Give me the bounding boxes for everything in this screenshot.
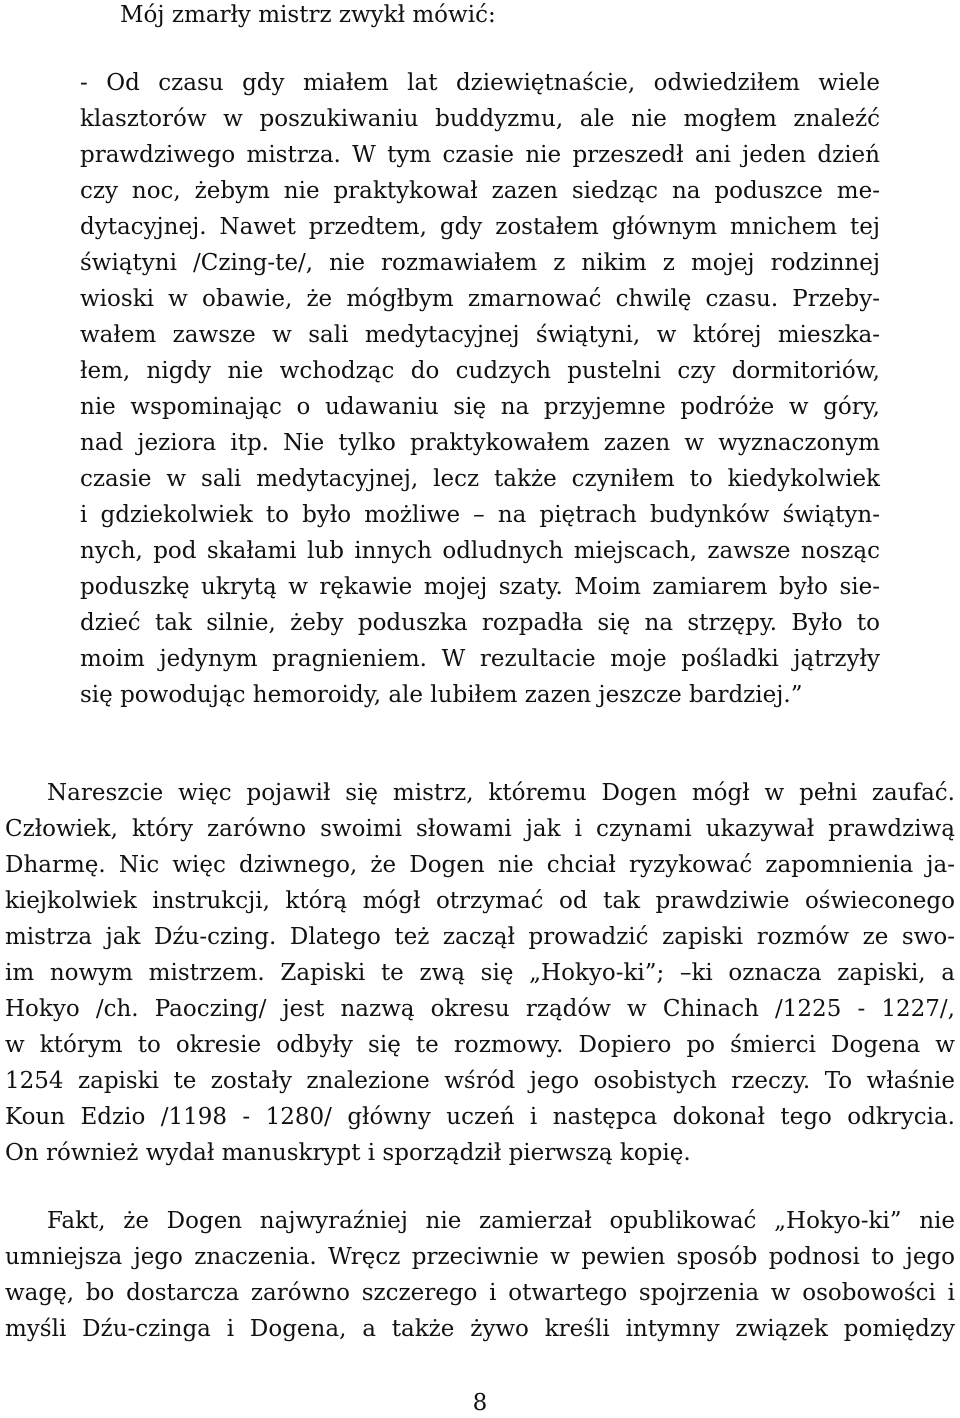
- quote-line: czasie w sali medytacyjnej, lecz także czyniłem to kiedykolwiek: [80, 466, 880, 492]
- quote-line: łem, nigdy nie wchodząc do cudzych pustelni czy dormitoriów,: [80, 358, 880, 384]
- paragraph-line: Dharmę. Nic więc dziwnego, że Dogen nie chciał ryzykować zapomnienia ja-: [5, 852, 955, 878]
- quote-line: nych, pod skałami lub innych odludnych miejscach, zawsze nosząc: [80, 538, 880, 564]
- quote-line: prawdziwego mistrza. W tym czasie nie przeszedł ani jeden dzień: [80, 142, 880, 168]
- paragraph-line: Nareszcie więc pojawił się mistrz, któremu Dogen mógł w pełni zaufać.: [47, 780, 955, 806]
- paragraph-line: wagę, bo dostarcza zarówno szczerego i otwartego spojrzenia w osobowości i: [5, 1280, 955, 1306]
- paragraph-line: im nowym mistrzem. Zapiski te zwą się „Hokyo-ki”; –ki oznacza zapiski, a: [5, 960, 955, 986]
- quote-line: - Od czasu gdy miałem lat dziewiętnaście, odwiedziłem wiele: [80, 70, 880, 96]
- paragraph-line: Fakt, że Dogen najwyraźniej nie zamierzał opublikować „Hokyo-ki” nie: [47, 1208, 955, 1234]
- quote-line: nie wspominając o udawaniu się na przyjemne podróże w góry,: [80, 394, 880, 420]
- paragraph-line: Człowiek, który zarówno swoimi słowami jak i czynami ukazywał prawdziwą: [5, 816, 955, 842]
- paragraph-line: umniejsza jego znaczenia. Wręcz przeciwnie w pewien sposób podnosi to jego: [5, 1244, 955, 1270]
- page-number: 8: [472, 1390, 488, 1416]
- quote-line: czy noc, żebym nie praktykował zazen siedząc na poduszce me-: [80, 178, 880, 204]
- paragraph-line: Koun Edzio /1198 - 1280/ główny uczeń i następca dokonał tego odkrycia.: [5, 1104, 955, 1130]
- quote-line: świątyni /Czing-te/, nie rozmawiałem z nikim z mojej rodzinnej: [80, 250, 880, 276]
- quote-line: moim jedynym pragnieniem. W rezultacie moje pośladki jątrzyły: [80, 646, 880, 672]
- quote-line: się powodując hemoroidy, ale lubiłem zazen jeszcze bardziej.”: [80, 682, 803, 708]
- quote-line: dytacyjnej. Nawet przedtem, gdy zostałem głównym mnichem tej: [80, 214, 880, 240]
- quote-line: dzieć tak silnie, żeby poduszka rozpadła się na strzępy. Było to: [80, 610, 880, 636]
- quote-line: wałem zawsze w sali medytacyjnej świątyni, w której mieszka-: [80, 322, 880, 348]
- quote-line: poduszkę ukrytą w rękawie mojej szaty. Moim zamiarem było sie-: [80, 574, 880, 600]
- quote-intro: Mój zmarły mistrz zwykł mówić:: [120, 2, 496, 28]
- paragraph-line: mistrza jak Dźu-czing. Dlatego też zaczął prowadzić zapiski rozmów ze swo-: [5, 924, 955, 950]
- paragraph-line: 1254 zapiski te zostały znalezione wśród jego osobistych rzeczy. To właśnie: [5, 1068, 955, 1094]
- paragraph-line: On również wydał manuskrypt i sporządził pierwszą kopię.: [5, 1140, 691, 1166]
- quote-line: nad jeziora itp. Nie tylko praktykowałem zazen w wyznaczonym: [80, 430, 880, 456]
- paragraph-line: w którym to okresie odbyły się te rozmowy. Dopiero po śmierci Dogena w: [5, 1032, 955, 1058]
- quote-line: klasztorów w poszukiwaniu buddyzmu, ale nie mogłem znaleźć: [80, 106, 880, 132]
- quote-line: i gdziekolwiek to było możliwe – na piętrach budynków świątyn-: [80, 502, 880, 528]
- quote-line: wioski w obawie, że mógłbym zmarnować chwilę czasu. Przeby-: [80, 286, 880, 312]
- paragraph-line: myśli Dźu-czinga i Dogena, a także żywo kreśli intymny związek pomiędzy: [5, 1316, 955, 1342]
- paragraph-line: kiejkolwiek instrukcji, którą mógł otrzymać od tak prawdziwie oświeconego: [5, 888, 955, 914]
- paragraph-line: Hokyo /ch. Paoczing/ jest nazwą okresu rządów w Chinach /1225 - 1227/,: [5, 996, 955, 1022]
